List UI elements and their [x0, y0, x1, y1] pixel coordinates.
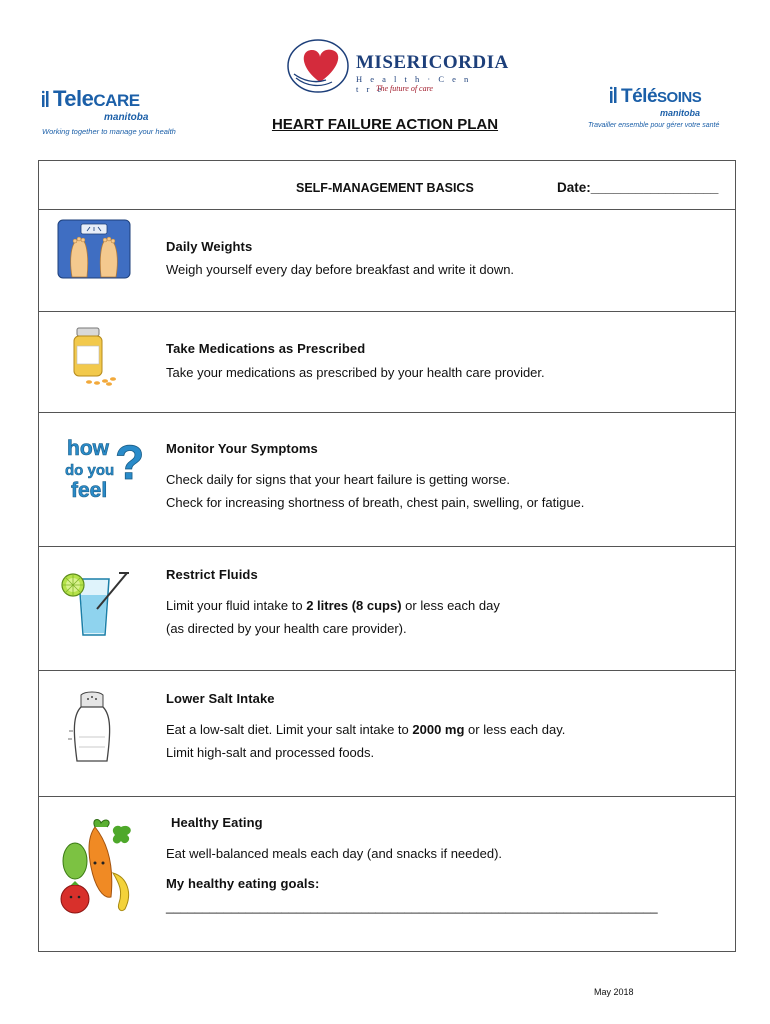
row-line: Check daily for signs that your heart failure is getting worse.: [166, 472, 510, 487]
row-text: [166, 441, 725, 514]
row-fluids: [39, 547, 735, 671]
misericordia-sub: H e a l t h · C e n t r e: [356, 74, 472, 94]
date-field[interactable]: Date:_________________: [557, 180, 719, 195]
svg-text:feel: feel: [71, 479, 108, 502]
row-line: (as directed by your health care provider).: [166, 621, 407, 636]
heart-hands-icon: [286, 38, 356, 96]
row-heading: Monitor Your Symptoms: [166, 441, 318, 456]
row-text: [166, 239, 725, 281]
row-text: [166, 567, 725, 640]
row-medications: [39, 312, 735, 413]
telesoins-wordmark: TéléSOINS: [610, 86, 728, 108]
misericordia-motto: The future of care: [376, 84, 433, 93]
row-text: [166, 691, 725, 764]
row-symptoms: [39, 413, 735, 547]
telecare-sub: manitoba: [104, 112, 149, 123]
telecare-tagline: Working together to manage your health: [42, 127, 176, 136]
row-heading: Healthy Eating: [171, 815, 263, 830]
row-text: [166, 341, 725, 384]
svg-text:do you: do you: [65, 462, 115, 479]
row-line: Check for increasing shortness of breath, chest pain, swelling, or fatigue.: [166, 495, 585, 510]
row-line: Weigh yourself every day before breakfast and write it down.: [166, 262, 515, 277]
telesoins-mark-icon: [610, 86, 620, 104]
row-line: Eat a low-salt diet. Limit your salt intake to 2000 mg or less each day.: [166, 722, 566, 737]
telecare-mark-icon: [42, 90, 52, 108]
bathroom-scale-icon: [57, 219, 131, 279]
row-healthy-eating: [39, 797, 735, 951]
row-heading: Daily Weights: [166, 239, 253, 254]
misericordia-name: MISERICORDIA: [356, 52, 509, 73]
drinking-glass-icon: [59, 569, 131, 639]
how-do-you-feel-icon: [63, 429, 145, 505]
section-heading: SELF-MANAGEMENT BASICS: [296, 181, 474, 195]
row-text: [166, 815, 725, 914]
row-salt: [39, 671, 735, 797]
row-heading: Take Medications as Prescribed: [166, 341, 366, 356]
pill-bottle-icon: [69, 326, 119, 388]
row-heading: Restrict Fluids: [166, 567, 258, 582]
row-line: Take your medications as prescribed by your health care provider.: [166, 365, 545, 380]
row-line: Limit your fluid intake to 2 litres (8 cups) or less each day: [166, 598, 500, 613]
salt-shaker-icon: [67, 691, 117, 765]
telesoins-tagline: Travailler ensemble pour gérer votre santé: [588, 122, 720, 129]
row-heading: Lower Salt Intake: [166, 691, 275, 706]
misericordia-logo: [286, 38, 509, 96]
row-line: Eat well-balanced meals each day (and snacks if needed).: [166, 846, 503, 861]
action-plan-table: [38, 160, 736, 952]
telecare-wordmark: TeleCARE: [42, 88, 182, 112]
footer-date: May 2018: [594, 987, 634, 997]
table-header-row: [39, 161, 735, 210]
telesoins-sub: manitoba: [660, 108, 701, 118]
page-title: HEART FAILURE ACTION PLAN: [271, 116, 499, 133]
fruits-vegetables-icon: [55, 817, 137, 919]
goals-input-line[interactable]: ____________________________________________________________________: [166, 899, 658, 914]
goals-label: My healthy eating goals:: [166, 876, 320, 891]
svg-text:?: ?: [115, 437, 145, 490]
row-daily-weights: [39, 209, 735, 312]
row-line: Limit high-salt and processed foods.: [166, 745, 375, 760]
svg-text:how: how: [67, 437, 109, 460]
